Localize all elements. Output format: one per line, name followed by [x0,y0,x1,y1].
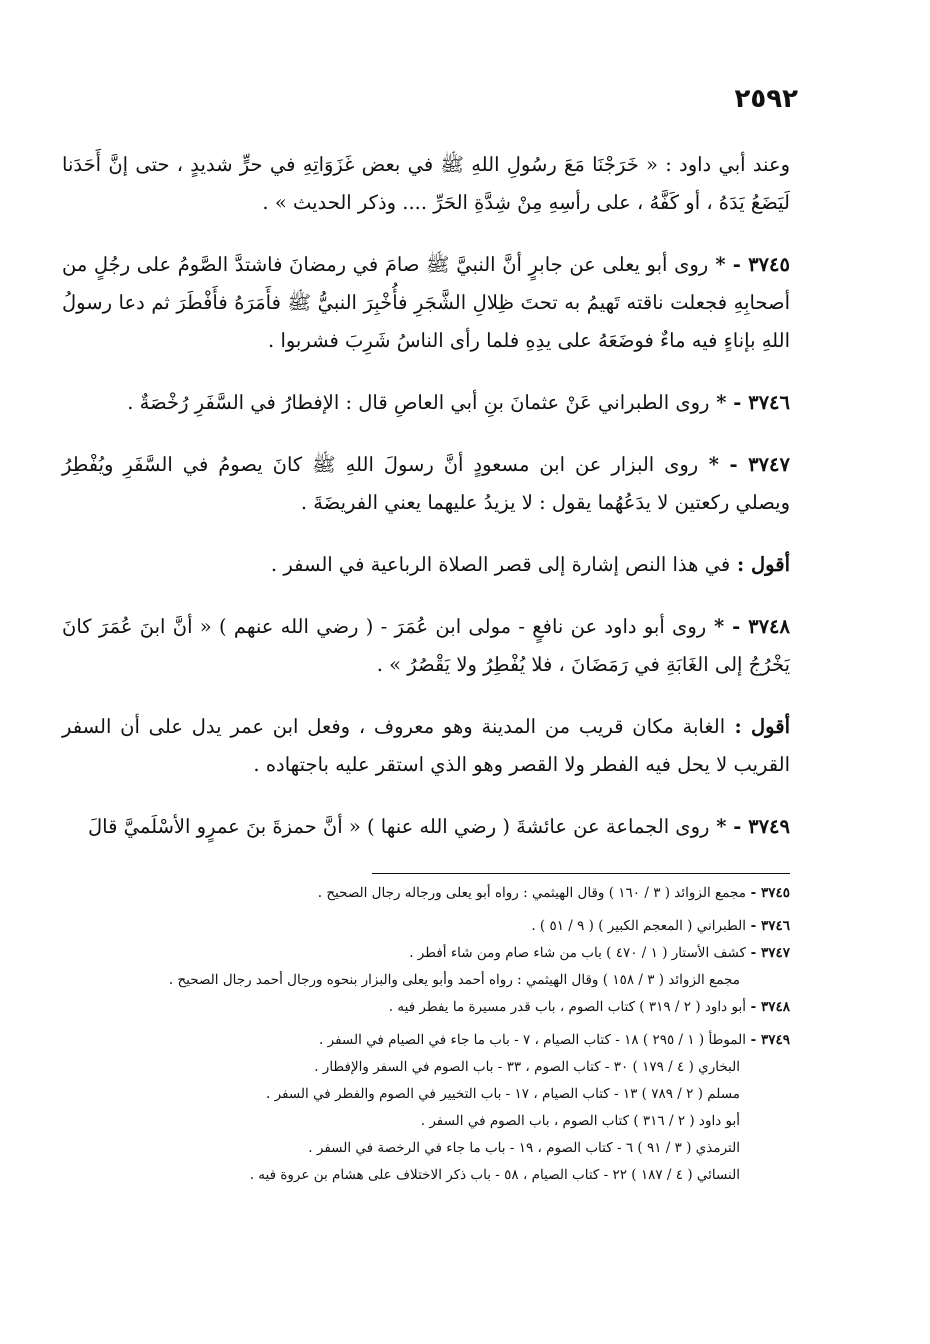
hadith-text: روى الجماعة عن عائشةَ ( رضي الله عنها ) « أنَّ حمزةَ بنَ عمرٍو الأسْلَميَّ قالَ [87,815,710,838]
footnote-3749-nasai: النسائي ( ٤ / ١٨٧ ) ٢٢ - كتاب الصيام ، ٥٨ - باب ذكر الاختلاف على هشام بن عروة فيه . [249,1167,740,1183]
footnotes [62,880,790,1189]
hadith-text: روى البزار عن ابن مسعودٍ أنَّ رسولَ اللهِ ﷺ كانَ يصومُ في السَّفَرِ ويُفْطِرُ ويصلي ركعتين لا يدَعُهُما يقول : لا يزيدُ عليهما يعني الفريضَةَ . [62,453,790,514]
hadith-3746 [62,384,790,422]
footnote-number: ٣٧٤٨ - [745,999,790,1015]
footnote-text: كشف الأستار ( ١ / ٤٧٠ ) باب من شاء صام ومن شاء أفطر . [409,945,746,961]
hadith-number: ٣٧٤٦ - * [709,391,790,414]
commentary-lead: أقول : [725,715,790,738]
footnote-3749 [62,1027,790,1054]
footnote-3748 [62,994,790,1021]
commentary-2 [62,708,790,784]
footnote-3747-continued: مجمع الزوائد ( ٣ / ١٥٨ ) وقال الهيثمي : رواه أحمد وأبو يعلى والبزار بنحوه ورجال أحمد رجال الصحيح . [168,972,740,988]
hadith-number: ٣٧٤٩ - * [709,815,790,838]
footnote-divider [372,873,790,874]
footnote-text: مجمع الزوائد ( ٣ / ١٦٠ ) وقال الهيثمي : رواه أبو يعلى ورجاله رجال الصحيح . [317,885,746,901]
hadith-text: روى الطبراني عَنْ عثمانَ بنِ أبي العاصِ قال : الإفطارُ في السَّفَرِ رُخْصَةٌ . [127,391,710,414]
footnote-number: ٣٧٤٥ - [745,885,790,901]
hadith-text: روى أبو يعلى عن جابرٍ أنَّ النبيَّ ﷺ صامَ في رمضانَ فاشتدَّ الصَّومُ على رجُلٍ من أصحابِهِ فجعلت ناقته تَهيمُ به تحتَ ظِلالِ الشَّجَرِ فأُخْبِرَ النبيُّ ﷺ فأَمَرَهُ فأَفْطَرَ ثم دعا رسولُ اللهِ بإناءٍ فيه ماءٌ فوضَعَهُ على يدِهِ فلما رأى الناسُ شَرِبَ فشربوا . [62,253,790,352]
page-number: ٢٥٩٢ [734,84,798,114]
hadith-number: ٣٧٤٨ - * [706,615,790,638]
hadith-3748 [62,608,790,684]
commentary-text: الغابة مكان قريب من المدينة وهو معروف ، وفعل ابن عمر يدل على أن السفر القريب لا يحل فيه الفطر ولا القصر وهو الذي استقر عليه باجتهاده . [62,715,790,776]
commentary-text: في هذا النص إشارة إلى قصر الصلاة الرباعية في السفر . [270,553,731,576]
hadith-text: روى أبو داود عن نافعٍ - مولى ابن عُمَرَ - ( رضي الله عنهم ) « أنَّ ابنَ عُمَرَ كانَ يَخْرُجُ إلى الغَابَةِ في رَمَضَانَ ، فلا يُفْطِرُ ولا يَقْصُرُ » . [62,615,790,676]
hadith-number: ٣٧٤٥ - * [708,253,790,276]
footnote-3747 [62,940,790,967]
hadith-3745 [62,246,790,360]
footnote-3749-bukhari: البخاري ( ٤ / ١٧٩ ) ٣٠ - كتاب الصوم ، ٣٣ - باب الصوم في السفر والإفطار . [314,1059,740,1075]
hadith-3747 [62,446,790,522]
hadith-number: ٣٧٤٧ - * [698,453,790,476]
footnote-number: ٣٧٤٦ - [745,918,790,934]
footnote-3746 [62,913,790,940]
main-text [62,146,790,870]
paragraph-abu-dawud-intro [62,146,790,222]
commentary-1 [62,546,790,584]
footnote-number: ٣٧٤٩ - [745,1032,790,1048]
footnote-number: ٣٧٤٧ - [745,945,790,961]
commentary-lead: أقول : [730,553,790,576]
footnote-text: الطبراني ( المعجم الكبير ) ( ٩ / ٥١ ) . [531,918,746,934]
footnote-3749-tirmidhi: الترمذي ( ٣ / ٩١ ) ٦ - كتاب الصوم ، ١٩ - باب ما جاء في الرخصة في السفر . [308,1140,740,1156]
footnote-3745 [62,880,790,907]
hadith-3749 [62,808,790,846]
footnote-3749-abu-dawud: أبو داود ( ٢ / ٣١٦ ) كتاب الصوم ، باب الصوم في السفر . [420,1113,740,1129]
footnote-text: أبو داود ( ٢ / ٣١٩ ) كتاب الصوم ، باب قدر مسيرة ما يفطر فيه . [388,999,746,1015]
paragraph-text: وعند أبي داود : « خَرَجْنَا مَعَ رسُولِ اللهِ ﷺ في بعض غَزَوَاتِهِ في حرٍّ شديدٍ ، حتى إنَّ أَحَدَنا لَيَضَعُ يَدَهُ ، أو كَفَّهُ ، على رأسِهِ مِنْ شِدَّةِ الحَرِّ .... وذكر الحديث » . [62,153,790,214]
footnote-text: الموطأ ( ١ / ٢٩٥ ) ١٨ - كتاب الصيام ، ٧ - باب ما جاء في الصيام في السفر . [319,1032,746,1048]
footnote-3749-muslim: مسلم ( ٢ / ٧٨٩ ) ١٣ - كتاب الصيام ، ١٧ - باب التخيير في الصوم والفطر في السفر . [265,1086,740,1102]
